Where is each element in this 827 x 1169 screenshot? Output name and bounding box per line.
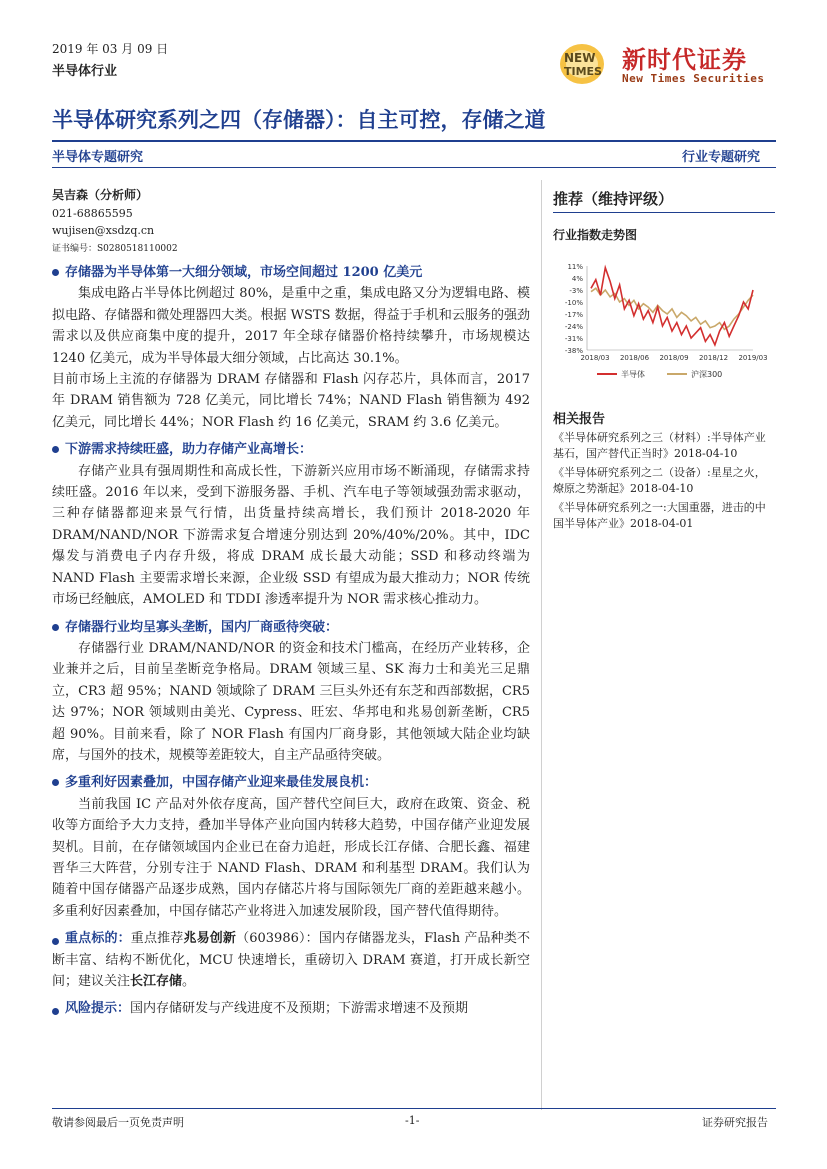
x-tick-label: 2018/09 — [659, 354, 689, 362]
logo-english-name: New Times Securities — [622, 72, 765, 85]
related-report-3[interactable]: 《半导体研究系列之一:大国重器，进击的中国半导体产业》2018-04-01 — [553, 501, 766, 530]
section-heading-1: 存储器为半导体第一大细分领域，市场空间超过 1200 亿美元 — [52, 262, 530, 283]
footer-disclaimer: 敬请参阅最后一页免责声明 — [52, 1116, 184, 1129]
section-3-paragraph-1: 存储器行业 DRAM/NAND/NOR 的资金和技术门槛高，在经历产业转移，企业兼并之后，目前呈垄断竞争格局。DRAM 领域三星、SK 海力士和美光三足鼎立，CR3 超 95%；NAND 领域除了 DRAM 三巨头外还有东芝和西部数据，CR5 达 97%；NOR 领域则由美光、Cypress、旺宏、华邦电和兆易创新垄断，CR5 超 90%。目前来看，除了 NOR Flash 有国内厂商身影，其他领域大陆企业均缺席，与国外的技术，规模等差距较大，自主产品亟待突破。 — [52, 640, 530, 763]
rating-label: 推荐（维持评级） — [553, 190, 674, 208]
key-targets-paragraph — [52, 928, 530, 992]
analyst-email: wujisen@xsdzq.cn — [52, 224, 155, 237]
y-tick-label: -24% — [564, 323, 583, 331]
footer-report-type: 证券研究报告 — [702, 1116, 768, 1129]
y-tick-label: -38% — [564, 347, 583, 355]
x-tick-label: 2018/12 — [698, 354, 729, 362]
x-tick-label: 2019/03 — [738, 354, 768, 362]
subtitle-divider — [52, 167, 776, 168]
y-tick-label: 4% — [571, 275, 583, 283]
legend-label: 半导体 — [621, 370, 645, 379]
section-1-paragraph-1: 集成电路占半导体比例超过 80%，是重中之重，集成电路又分为逻辑电路、模拟电路、存储器和微处理器四大类。根据 WSTS 数据，得益于手机和云服务的强劲需求以及供应商集中度的提升，2017 年全球存储器价格持续攀升，市场规模达 1240 亿美元，成为半导体最大细分领域，占比高达 30.1%。 — [52, 286, 530, 366]
logo-mark-text-2: TIMES — [564, 65, 602, 78]
y-tick-label: 11% — [567, 263, 583, 271]
logo-mark-icon — [556, 40, 614, 88]
analyst-cert: 证书编号：S0280518110002 — [52, 244, 178, 254]
section-1-paragraph-2: 目前市场上主流的存储器为 DRAM 存储器和 Flash 闪存芯片，具体而言，2017 年 DRAM 销售额为 728 亿美元，同比增长 74%；NAND Flash 销售额为 492 亿美元，同比增长 44%；NOR Flash 约 16 亿美元，SRAM 约 3.6 亿美元。 — [52, 372, 530, 430]
related-report-1[interactable]: 《半导体研究系列之三（材料）:半导体产业基石，国产替代正当时》2018-04-10 — [553, 431, 766, 460]
key-targets-label: 重点标的： — [52, 931, 131, 946]
y-tick-label: -17% — [564, 311, 583, 319]
risk-label: 风险提示： — [52, 1001, 130, 1016]
industry-label: 半导体行业 — [52, 64, 118, 79]
series-line — [591, 288, 753, 329]
y-tick-label: -3% — [569, 287, 583, 295]
sidebar-divider — [541, 180, 542, 1110]
analyst-phone: 021-68865595 — [52, 207, 133, 220]
legend-label: 沪深300 — [691, 370, 723, 379]
related-reports-title: 相关报告 — [553, 412, 606, 427]
logo-chinese-name: 新时代证券 — [622, 45, 747, 74]
section-heading-4: 多重利好因素叠加，中国存储产业迎来最佳发展良机： — [52, 772, 530, 793]
rating-divider — [553, 212, 775, 213]
key-targets-text-c: 。 — [182, 974, 196, 989]
x-tick-label: 2018/06 — [619, 354, 650, 362]
y-tick-label: -31% — [564, 335, 583, 343]
report-date: 2019 年 03 月 09 日 — [52, 42, 169, 56]
y-tick-label: -10% — [564, 299, 583, 307]
key-targets-text-b: （603986）：国内存储器龙头，Flash 产品种类不断丰富、结构不断优化，MCU 快速增长，重磅切入 DRAM 赛道，打开成长新空间；建议关注 — [52, 931, 530, 989]
key-company-1: 兆易创新 — [183, 931, 237, 947]
chart-svg — [553, 258, 775, 388]
section-heading-3: 存储器行业均呈寡头垄断，国内厂商亟待突破： — [52, 617, 530, 638]
logo-mark-text-1: NEW — [564, 51, 596, 65]
section-2-paragraph-1: 存储产业具有强周期性和高成长性，下游新兴应用市场不断涌现，存储需求持续旺盛。2016 年以来，受到下游服务器、手机、汽车电子等领域强劲需求驱动，三种存储器都迎来景气行情，出货量持续高增长，我们预计 2018-2020 年 DRAM/NAND/NOR 下游需求复合增速分别达到 20%/40%/20%。其中，IDC 爆发与消费电子内存升级，将成 DRAM 成长最大动能；SSD 和移动终端为 NAND Flash 主要需求增长来源，企业级 SSD 有望成为最大推动力；NOR 传统市场已经触底，AMOLED 和 TDDI 渗透率提升为 NOR 需求核心推动力。 — [52, 463, 530, 608]
section-4-paragraph-1: 当前我国 IC 产品对外依存度高，国产替代空间巨大，政府在政策、资金、税收等方面给予大力支持，叠加半导体产业向国内转移大趋势，中国存储产业迎发展契机。目前，在存储领域国内企业已在奋力追赶，形成长江存储、合肥长鑫、福建晋华三大阵营，分别专注于 NAND Flash、DRAM 和利基型 DRAM。我们认为随着中国存储器产品逐步成熟，国内存储芯片将与国际领先厂商的差距越来越小。多重利好因素叠加，中国存储芯产业将进入加速发展阶段，国产替代值得期待。 — [52, 796, 530, 919]
index-trend-chart — [553, 258, 775, 388]
risk-paragraph — [52, 998, 530, 1019]
report-title: 半导体研究系列之四（存储器）：自主可控，存储之道 — [52, 107, 546, 132]
subtitle-left: 半导体专题研究 — [52, 150, 144, 165]
key-targets-text-a: 重点推荐 — [130, 931, 184, 947]
x-tick-label: 2018/03 — [580, 354, 610, 362]
main-content — [52, 262, 530, 1020]
key-company-2: 长江存储 — [130, 974, 183, 989]
series-line — [591, 268, 753, 345]
section-heading-2: 下游需求持续旺盛，助力存储产业高增长： — [52, 439, 530, 460]
footer-divider — [52, 1108, 776, 1109]
page-number: -1- — [405, 1114, 420, 1127]
subtitle-right: 行业专题研究 — [682, 150, 761, 165]
related-report-2[interactable]: 《半导体研究系列之二（设备）:星星之火，燎原之势渐起》2018-04-10 — [553, 466, 766, 495]
title-divider — [52, 140, 776, 142]
chart-title: 行业指数走势图 — [553, 228, 638, 242]
company-logo — [556, 36, 776, 96]
analyst-name: 吴吉森（分析师） — [52, 188, 149, 202]
risk-text: 国内存储研发与产线进度不及预期；下游需求增速不及预期 — [130, 1001, 469, 1017]
